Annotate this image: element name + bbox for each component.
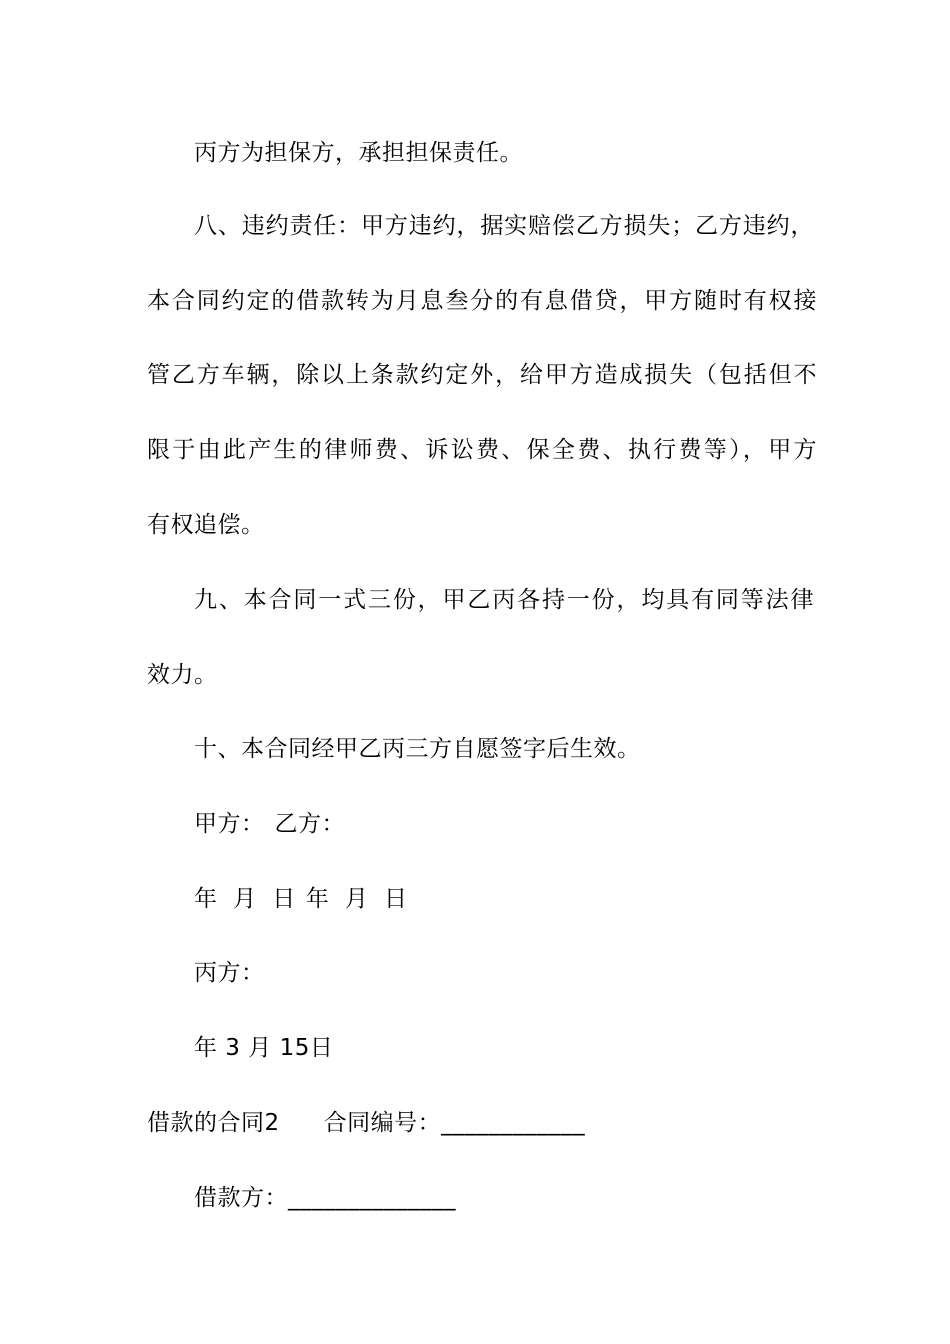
clause-8-line-4: 限于由此产生的律师费、诉讼费、保全费、执行费等），甲方 [147,437,817,463]
paragraph-guarantor: 丙方为担保方，承担担保责任。 [194,140,523,166]
party-c-label: 丙方： [194,960,265,986]
date-b: 年 月 日 [305,886,408,912]
party-a-label: 甲方： [194,811,265,837]
signature-row-ab [194,809,814,839]
date-a: 年 月 日 [194,886,296,912]
clause-9-line-1: 九、本合同一式三份，甲乙丙各持一份，均具有同等法律 [194,587,814,613]
next-contract-title: 借款的合同2 [147,1110,280,1136]
party-b-label: 乙方： [274,811,345,837]
clause-8-line-3: 管乙方车辆，除以上条款约定外，给甲方造成损失（包括但不 [147,362,817,388]
clause-8-line-1: 八、违约责任：甲方违约，据实赔偿乙方损失；乙方违约， [194,213,814,239]
clause-8-line-2: 本合同约定的借款转为月息叁分的有息借贷，甲方随时有权接 [147,288,817,314]
date-row-ab [194,884,814,914]
clause-8-line-5: 有权追偿。 [147,512,265,538]
contract-number-field: 合同编号：____________ [323,1110,586,1136]
date-c: 年 3 月 15日 [194,1035,334,1061]
next-contract-header [147,1108,817,1138]
borrower-field: 借款方：______________ [194,1185,456,1211]
clause-10: 十、本合同经甲乙丙三方自愿签字后生效。 [194,736,641,762]
clause-9-line-2: 效力。 [147,662,218,688]
